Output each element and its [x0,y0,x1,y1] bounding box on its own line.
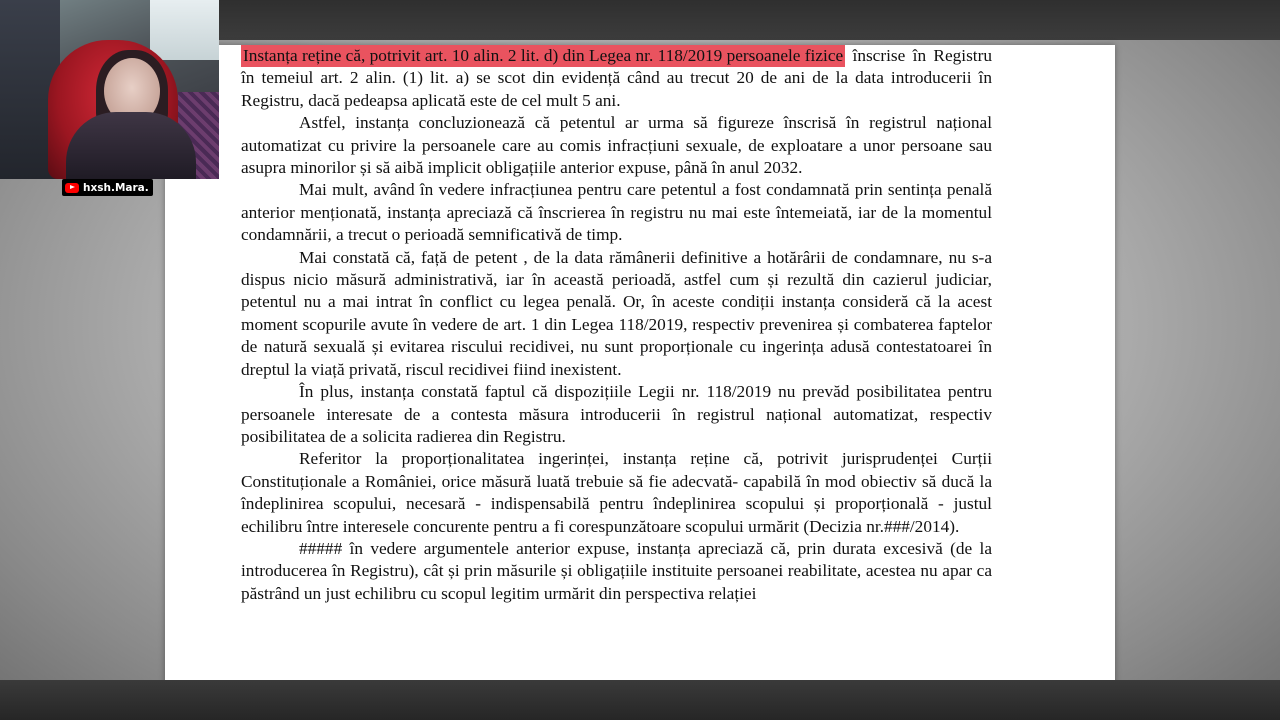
paragraph-3: Mai mult, având în vedere infracțiunea pentru care petentul a fost condamnată prin sentința penală anterior menționată, instanța apreciază că înscrierea în registru nu mai este întemeiată, iar de la momentul condamnării, a trecut o perioadă semnificativă de timp. [241,180,992,245]
paragraph-6: Referitor la proporționalitatea ingerinței, instanța reține că, potrivit jurisprudenței Curții Constituționale a României, orice măsură luată trebuie să fie adecvată- capabilă în mod obiectiv să ducă la îndeplinirea scopului, necesară - indispensabilă pentru îndeplinirea scopului și proporțională - justul echilibru între interesele concurente pentru a fi corespunzătoare scopului urmărit (Decizia nr.###/2014). [241,449,992,536]
bottom-frame-bar [0,680,1280,720]
paragraph-2: Astfel, instanța concluzionează că petentul ar urma să figureze înscrisă în registrul național automatizat cu privire la persoanele care au comis infracțiuni sexuale, de exploatare a unor persoane sau asupra minorilor și să aibă implicit obligațiile anterior expuse, până în anul 2032. [241,113,992,178]
paragraph-5: În plus, instanța constată faptul că dispozițiile Legii nr. 118/2019 nu prevăd posibilitatea pentru persoanele interesate de a contesta măsura introducerii în registrul național automatizat, respectiv posibilitatea de a solicita radierea din Registru. [241,382,992,446]
paragraph-4: Mai constată că, față de petent , de la data rămânerii definitive a hotărârii de condamnare, nu s-a dispus nicio măsură administrativă, iar în această perioadă, astfel cum și rezultă din cazierul judiciar, petentul nu a mai intrat în conflict cu legea penală. Or, în aceste condiții instanța consideră că la acest moment scopurile avute în vedere de art. 1 din Legea 118/2019, respectiv prevenirea și combaterea faptelor de natură sexuală și evitarea riscului recidivei, nu sunt proporționale cu ingerința adusă contestatoarei în dreptul la viață privată, riscul recidivei fiind inexistent. [241,247,992,379]
webcam-background-window [150,0,219,60]
document-page [165,45,1115,705]
paragraph-7: ##### în vedere argumentele anterior expuse, instanța apreciază că, prin durata excesivă (de la introducerea în Registru), cât și prin măsurile și obligațiile instituite persoanei reabilitate, acestea nu apar ca păstrând un just echilibru cu scopul legitim urmărit din perspectiva relației [241,538,992,603]
highlighted-sentence: Instanța reține că, potrivit art. 10 alin. 2 lit. d) din Legea nr. 118/2019 persoanele fizice [241,45,845,67]
youtube-icon [65,183,79,193]
paragraph-1-text: înscrise în Registru în temeiul art. 2 alin. (1) lit. a) se scot din evidență când au trecut 20 de ani de la data introducerii în Registru, dacă pedeapsa aplicată este de cel mult 5 ani. [241,46,992,110]
channel-tag [62,179,153,196]
webcam-overlay [0,0,219,179]
paragraph-1 [241,45,992,112]
channel-name: hxsh.Mara. [83,181,149,194]
webcam-person-body [66,112,196,179]
document-text [241,45,992,605]
